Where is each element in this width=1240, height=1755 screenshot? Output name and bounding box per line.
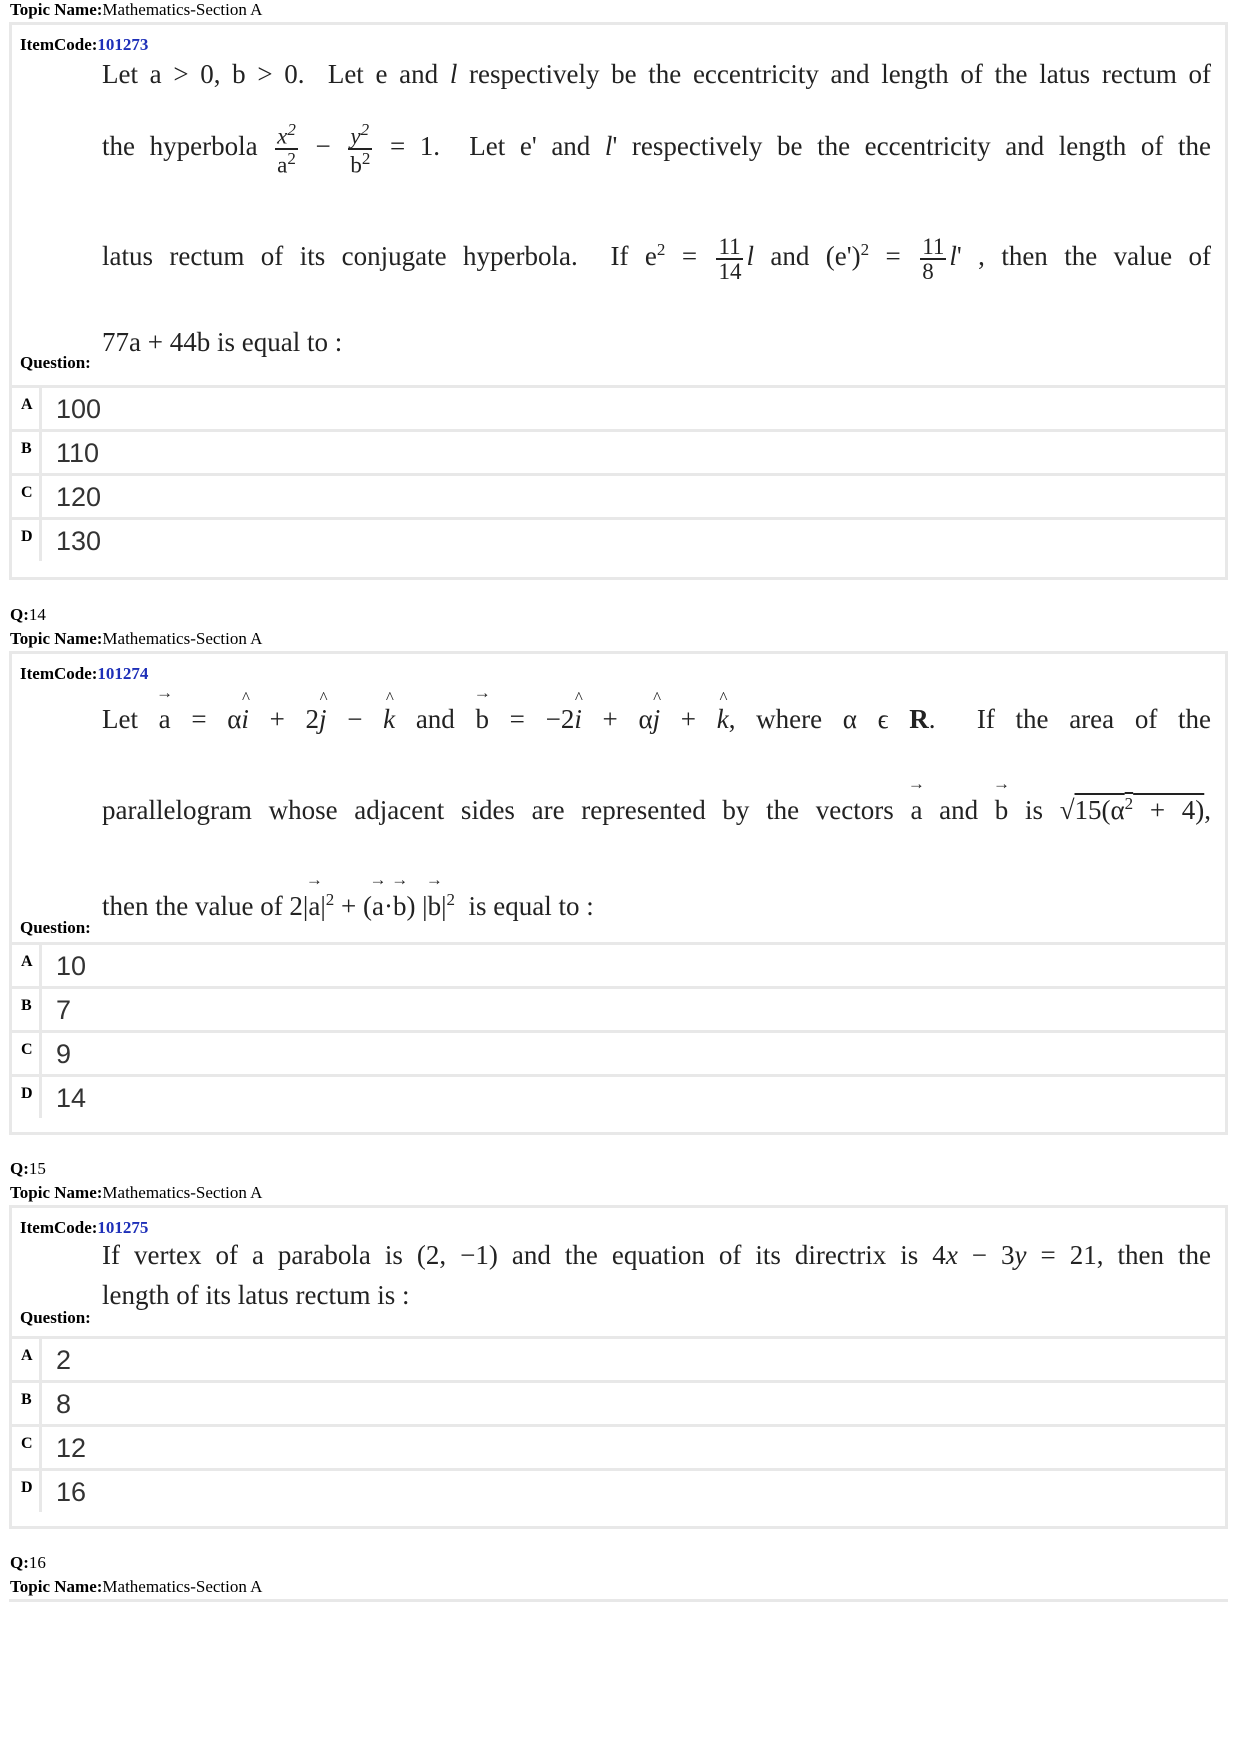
- question-text: If vertex of a parabola is (2, −1) and the equation of its directrix is 4x − 3y = 21, then the: [102, 1240, 1211, 1270]
- question-text: Let a > 0, b > 0. Let e and l respectively be the eccentricity and length of the latus rectum of: [102, 59, 1211, 89]
- option-key: D: [12, 1471, 42, 1512]
- option-value: 7: [56, 995, 72, 1025]
- option-value: 9: [56, 1039, 72, 1069]
- option-row[interactable]: [12, 1380, 1225, 1424]
- item-code: ItemCode:101275: [20, 1218, 149, 1237]
- option-row[interactable]: [12, 1074, 1225, 1118]
- topic-line: Topic Name:Mathematics-Section A: [10, 1577, 263, 1596]
- option-row[interactable]: [12, 986, 1225, 1030]
- option-key: A: [12, 945, 42, 986]
- option-value: 10: [56, 951, 87, 981]
- question-text: latus rectum of its conjugate hyperbola. If $e^2$ = $\frac{11}{14}$ l and $(e')^2$ = $\frac{11}{8}$ l' , then the value of: [102, 234, 1211, 284]
- option-row[interactable]: [12, 473, 1225, 517]
- option-value: 12: [56, 1433, 87, 1463]
- item-code: ItemCode:101274: [20, 664, 149, 683]
- option-key: A: [12, 388, 42, 429]
- option-key: B: [12, 432, 42, 473]
- option-value: 2: [56, 1345, 72, 1375]
- option-value: 16: [56, 1477, 87, 1507]
- question-card: [9, 22, 1228, 580]
- option-row[interactable]: [12, 1468, 1225, 1512]
- option-value: 130: [56, 526, 102, 556]
- option-key: D: [12, 520, 42, 561]
- option-key: C: [12, 1033, 42, 1074]
- question-text: the hyperbola $\frac{x^2}{a^2}$ − $\frac{y^2}{b^2}$ = 1. Let e' and l' respectively be the eccentricity and length of the: [102, 120, 1211, 178]
- option-key: C: [12, 1427, 42, 1468]
- option-key: C: [12, 476, 42, 517]
- question-label: Question:: [20, 1308, 91, 1327]
- option-value: 120: [56, 482, 102, 512]
- option-key: A: [12, 1339, 42, 1380]
- question-number: Q:15: [10, 1159, 46, 1178]
- option-row[interactable]: [12, 385, 1225, 429]
- option-row[interactable]: [12, 517, 1225, 561]
- question-number: Q:16: [10, 1553, 46, 1572]
- question-card: [9, 1205, 1228, 1529]
- option-key: B: [12, 989, 42, 1030]
- option-row[interactable]: [12, 1424, 1225, 1468]
- divider: [9, 1599, 1228, 1602]
- question-text: 77a + 44b is equal to :: [102, 327, 343, 357]
- question-number: Q:14: [10, 605, 46, 624]
- topic-line: Topic Name:Mathematics-Section A: [10, 1183, 263, 1202]
- option-value: 8: [56, 1389, 72, 1419]
- question-text: parallelogram whose adjacent sides are represented by the vectors → a and → b is $√15(\alpha^2 + 4)$,: [102, 794, 1211, 826]
- option-value: 100: [56, 394, 102, 424]
- question-label: Question:: [20, 353, 91, 372]
- topic-line: Topic Name:Mathematics-Section A: [10, 629, 263, 648]
- item-code: ItemCode:101273: [20, 35, 149, 54]
- option-row[interactable]: [12, 1336, 1225, 1380]
- question-text: then the value of $2|\to a|^2$ + (→ a·→ b) |→ $b|^2$ is equal to :: [102, 890, 1211, 922]
- option-value: 14: [56, 1083, 87, 1113]
- option-row[interactable]: [12, 429, 1225, 473]
- option-key: D: [12, 1077, 42, 1118]
- topic-line: Topic Name:Mathematics-Section A: [10, 0, 263, 19]
- option-value: 110: [56, 438, 100, 468]
- option-key: B: [12, 1383, 42, 1424]
- question-text: length of its latus rectum is :: [102, 1280, 410, 1310]
- option-row[interactable]: [12, 1030, 1225, 1074]
- question-label: Question:: [20, 918, 91, 937]
- question-text: Let → a = α^ i + 2^ j − ^ k and → b = −2^ i + α^ j + ^ k, where α ϵ R. If the area of the: [102, 704, 1211, 735]
- option-row[interactable]: [12, 942, 1225, 986]
- question-card: [9, 651, 1228, 1135]
